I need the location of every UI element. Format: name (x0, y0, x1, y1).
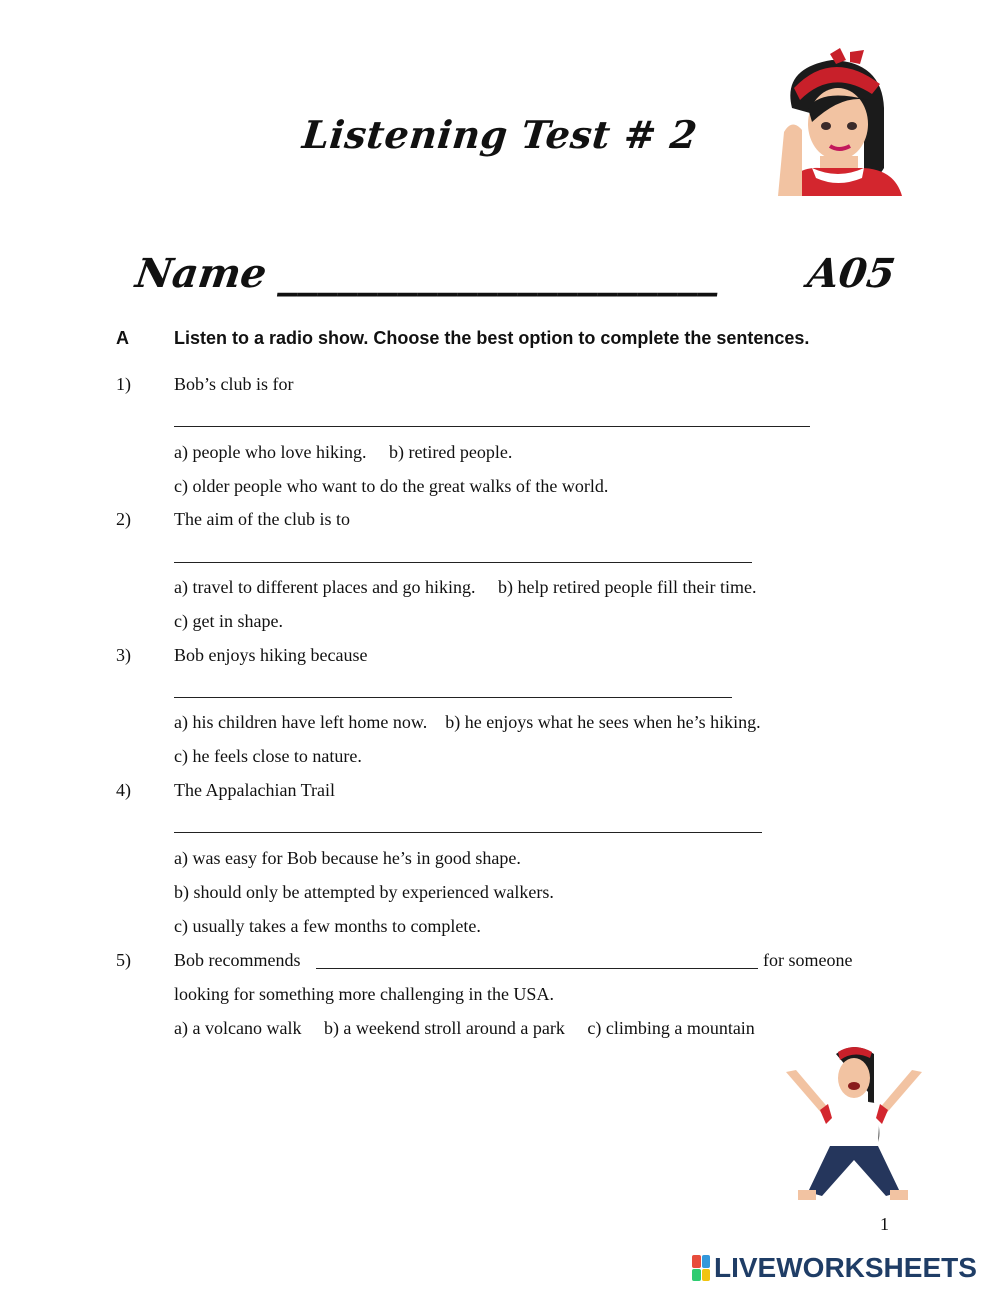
question-number: 2) (116, 509, 131, 529)
question-stem: Bob recommends (174, 950, 301, 970)
answer-blank-3[interactable] (174, 697, 732, 698)
option-line: a) people who love hiking. b) retired people. (174, 442, 513, 462)
answer-blank-5[interactable] (316, 968, 758, 969)
option-line: c) older people who want to do the great walks of the world. (174, 476, 609, 496)
section-instruction: Listen to a radio show. Choose the best option to complete the sentences. (174, 328, 810, 348)
question-number: 1) (116, 374, 131, 394)
option-line: a) travel to different places and go hiking. b) help retired people fill their time. (174, 577, 757, 597)
liveworksheets-logo[interactable] (692, 1252, 977, 1284)
option-line: a) a volcano walk b) a weekend stroll around a park c) climbing a mountain (174, 1018, 755, 1038)
page-title: Listening Test # 2 (300, 112, 700, 157)
question-stem: The Appalachian Trail (174, 780, 335, 800)
answer-blank-4[interactable] (174, 832, 762, 833)
question-number: 4) (116, 780, 131, 800)
answer-blank-2[interactable] (174, 562, 752, 563)
question-stem: Bob enjoys hiking because (174, 645, 368, 665)
question-number: 5) (116, 950, 131, 970)
brand-name: LIVEWORKSHEETS (714, 1252, 977, 1283)
name-field-label: Name ______________________ (132, 250, 724, 297)
worksheet-code: A05 (804, 250, 899, 297)
option-line: c) get in shape. (174, 611, 283, 631)
question-stem-end: for someone (763, 950, 853, 970)
avatar-cheering-icon (782, 1042, 926, 1218)
option-line: c) usually takes a few months to complete. (174, 916, 481, 936)
answer-blank-1[interactable] (174, 426, 810, 427)
option-line: c) he feels close to nature. (174, 746, 362, 766)
page-number: 1 (880, 1214, 889, 1234)
option-line: a) his children have left home now. b) he enjoys what he sees when he’s hiking. (174, 712, 761, 732)
question-stem: Bob’s club is for (174, 374, 294, 394)
question-number: 3) (116, 645, 131, 665)
question-stem: The aim of the club is to (174, 509, 350, 529)
section-letter: A (116, 328, 129, 348)
option-line: b) should only be attempted by experienced walkers. (174, 882, 554, 902)
avatar-thinking-icon (772, 48, 904, 196)
option-line: a) was easy for Bob because he’s in good shape. (174, 848, 521, 868)
question-stem-continued: looking for something more challenging in the USA. (174, 984, 554, 1004)
liveworksheets-logo-icon (692, 1255, 710, 1281)
